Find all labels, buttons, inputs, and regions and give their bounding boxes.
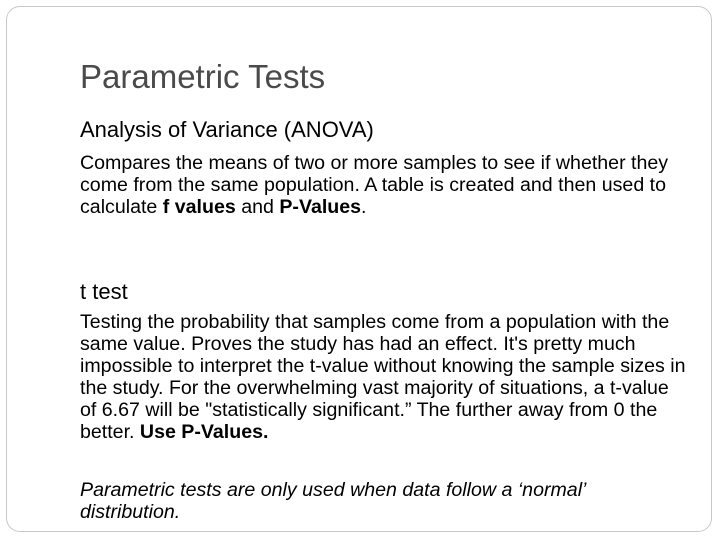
anova-text-end: . xyxy=(361,196,367,218)
slide-title: Parametric Tests xyxy=(80,58,326,95)
normal-distribution-note: Parametric tests are only used when data follow a ‘normal’ distribution. xyxy=(80,479,586,523)
anova-bold-p-values: P-Values xyxy=(279,196,362,218)
ttest-text: Testing the probability that samples come from a population with the same value. Proves the study has had an effect. It's pretty much impossible to interpret the t-value without knowing the sample sizes in the study. For the overwhelming vast majority of situations, a t-value of 6.67 will be "statistically significant.” The further away from 0 the better. xyxy=(80,311,686,443)
anova-bold-f-values: f values xyxy=(162,196,236,218)
ttest-bold-use-p-values: Use P-Values. xyxy=(139,421,269,443)
anova-text-start: Compares the means of two or more samples to see if whether they come from the same population. A table is created and then used to calculate xyxy=(80,152,669,218)
anova-text-mid: and xyxy=(235,196,280,218)
anova-description xyxy=(80,152,690,218)
ttest-heading: t test xyxy=(80,279,128,304)
anova-heading: Analysis of Variance (ANOVA) xyxy=(80,117,374,142)
ttest-description xyxy=(80,311,690,443)
